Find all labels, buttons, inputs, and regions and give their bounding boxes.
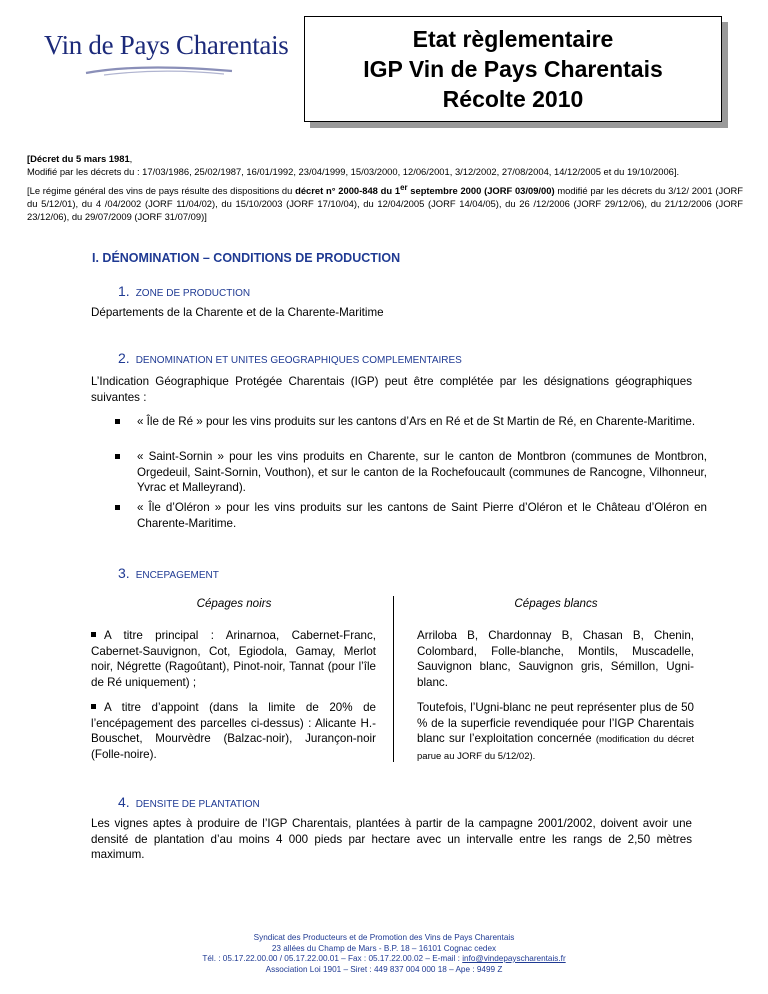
red-grapes-appoint: A titre d’appoint (dans la limite de 20% de l’encépagement des parcelles ci-dessus) : Alicante H.-Bouschet, Mourvèdre (Balzac-noir), Jurançon-noir (Folle-noire). xyxy=(91,701,376,761)
subsection-heading-4: 4. DENSITE DE PLANTATION xyxy=(118,794,260,810)
logo-text: Vin de Pays Charentais xyxy=(44,30,289,60)
zone-text: Départements de la Charente et de la Charente-Maritime xyxy=(91,306,384,319)
subsection-heading-3: 3. ENCEPAGEMENT xyxy=(118,565,219,581)
bullet-icon xyxy=(115,454,120,459)
footer-line-2: 23 allées du Champ de Mars - B.P. 18 – 16101 Cognac cedex xyxy=(271,943,497,953)
bullet-icon xyxy=(115,505,120,510)
email-link[interactable]: info@vindepayscharentais.fr xyxy=(462,954,566,963)
logo-swoosh-icon xyxy=(84,64,234,78)
footer-line-1: Syndicat des Producteurs et de Promotion des Vins de Pays Charentais xyxy=(253,933,515,942)
bullet-icon xyxy=(91,632,96,637)
title-line-1: Etat règlementaire xyxy=(412,26,614,52)
title-line-2: IGP Vin de Pays Charentais xyxy=(363,56,663,82)
decree-paragraph: [Le régime général des vins de pays résulte des dispositions du décret n° 2000-848 du 1er septembre 2000 (JORF 03/09/00) modifié par les décrets du 3/12/ 2001 (JORF du 5/12/01), du 4 /04/2002 (JORF 11/04/02), du 15/10/2003 (JORF 17/10/04), du 12/04/2005 (JORF 14/04/05), du 26 /12/2006 (JORF 29/12/06), du 21/12/2006 (JORF 23/12/06), du 29/07/2009 (JORF 31/07/09)] xyxy=(27,183,743,223)
footer xyxy=(0,933,768,975)
logo xyxy=(44,30,289,92)
footer-line-3: Tél. : 05.17.22.00.00 / 05.17.22.00.01 – Fax : 05.17.22.00.02 – E-mail : info@vindepayscharentais.fr xyxy=(202,954,566,963)
white-grapes-heading: Cépages blancs xyxy=(514,597,598,610)
footer-line-4: Association Loi 1901 – Siret : 449 837 004 000 18 – Ape : 9499 Z xyxy=(265,964,503,974)
decree-block xyxy=(27,152,743,178)
denomination-intro: L’Indication Géographique Protégée Charentais (IGP) peut être complétée par les désignations géographiques suivantes : xyxy=(91,375,692,404)
density-text: Les vignes aptes à produire de l’IGP Charentais, plantées à partir de la campagne 2001/2002, doivent avoir une densité de plantation d’au moins 4 000 pieds par hectare avec un intervalle entre les rangs de 2,50 mètres maximum. xyxy=(91,817,692,861)
column-divider xyxy=(393,596,394,762)
bullet-icon xyxy=(115,419,120,424)
subsection-heading-2: 2. DENOMINATION ET UNITES GEOGRAPHIQUES COMPLEMENTAIRES xyxy=(118,350,462,366)
red-grapes-principal: A titre principal : Arinarnoa, Cabernet-Franc, Cabernet-Sauvignon, Cot, Egiodola, Gamay, Merlot noir, Négrette (Ragoûtant), Pinot-noir, Tannat (pour l’île de Ré uniquement) ; xyxy=(91,629,376,689)
section-title: I. DÉNOMINATION – CONDITIONS DE PRODUCTION xyxy=(92,251,401,265)
white-grapes-list: Arriloba B, Chardonnay B, Chasan B, Chenin, Colombard, Folle-blanche, Montils, Muscadelle, Sauvignon blanc, Sauvignon gris, Sémillon, Ugni-blanc. xyxy=(417,629,694,689)
decree-line-1: [Décret du 5 mars 1981, xyxy=(27,153,133,164)
white-grapes-note: Toutefois, l’Ugni-blanc ne peut représenter plus de 50 % de la superficie revendiquée pour l’IGP Charentais blanc sur l’exploitation concernée (modification du décret parue au JORF du 5/12/02). xyxy=(417,701,694,762)
subsection-heading-1: 1. ZONE DE PRODUCTION xyxy=(118,283,251,299)
bullet-icon xyxy=(91,704,96,709)
decree-line-2: Modifié par les décrets du : 17/03/1986, 25/02/1987, 16/01/1992, 23/04/1999, 15/03/2000, 12/06/2001, 3/12/2002, 27/08/2004, 14/12/2005 et du 19/10/2006]. xyxy=(27,166,680,177)
red-grapes-heading: Cépages noirs xyxy=(196,597,272,610)
title-box xyxy=(304,16,722,122)
title-line-3: Récolte 2010 xyxy=(442,86,584,112)
